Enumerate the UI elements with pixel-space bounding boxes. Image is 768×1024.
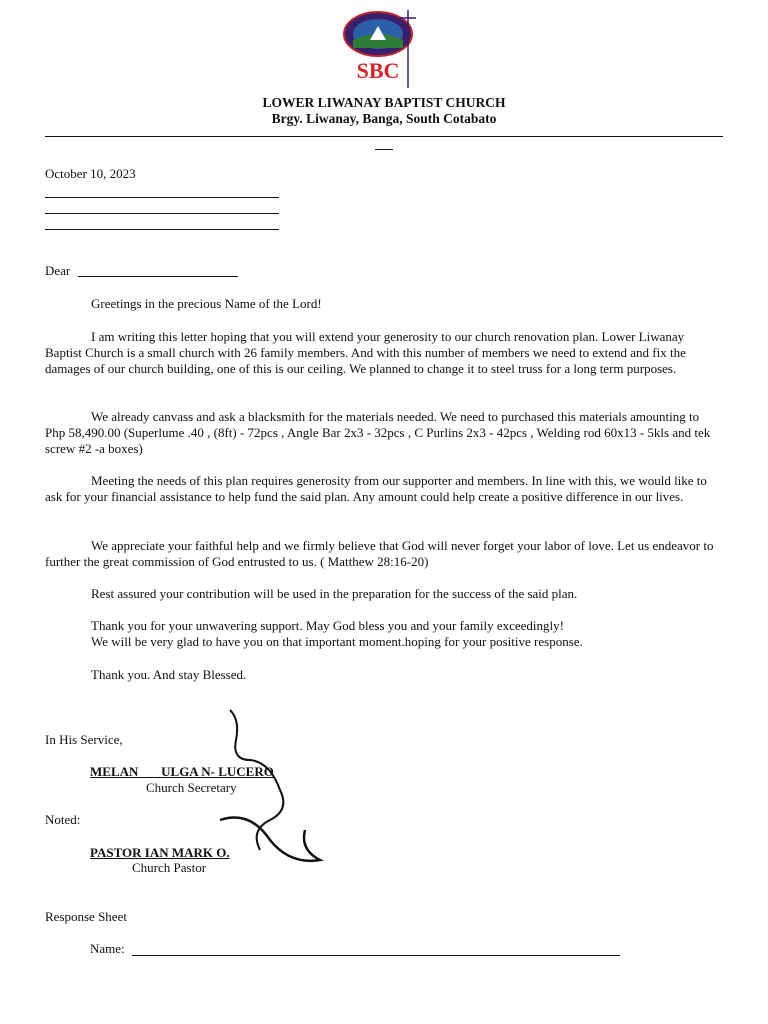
name-field-line[interactable] [132,955,620,956]
church-name: LOWER LIWANAY BAPTIST CHURCH [262,95,506,110]
thanks-line: We will be very glad to have you on that important moment.hoping for your positive response. [91,634,583,649]
body-paragraph: We appreciate your faithful help and we firmly believe that God will never forget your labor of love. Let us endeavor to further the great commission of God entrusted to us. ( Matthew 28:16-20) [45,538,714,569]
pastor-title: Church Pastor [132,860,207,875]
recipient-line [45,213,279,214]
pastor-name: PASTOR IAN MARK O. [90,845,230,860]
in-his-service: In His Service, [45,732,123,747]
salutation-text: Dear [45,263,71,278]
greeting: Greetings in the precious Name of the Lord! [91,296,322,311]
name-label: Name: [90,941,125,956]
logo-text: SBC [356,58,400,83]
salutation [45,263,70,279]
letter-date: October 10, 2023 [45,166,136,181]
recipient-line [45,229,279,230]
body-paragraph: Meeting the needs of this plan requires generosity from our supporter and members. In line with this, we would like to ask for your financial assistance to help fund the said plan. Any amount could help create a positive difference in our lives. [45,473,707,504]
thanks-line: Thank you for your unwavering support. May God bless you and your family exceedingly! [91,618,564,633]
body-paragraph: We already canvass and ask a blacksmith for the materials needed. We need to purchased this materials amounting to Php 58,490.00 (Superlume .40 , (8ft) - 72pcs , Angle Bar 2x3 - 32pcs , C Purlins 2x3 - 42pcs , Welding rod 60x13 - 5kls and tek screw #2 -a boxes) [45,409,711,456]
church-address: Brgy. Liwanay, Banga, South Cotabato [271,111,497,126]
recipient-line [45,197,279,198]
header-divider-tail [375,149,393,150]
response-sheet-title: Response Sheet [45,909,127,924]
header-divider [45,136,723,137]
salutation-blank [78,276,238,277]
secretary-title: Church Secretary [146,780,237,795]
body-paragraph: Rest assured your contribution will be used in the preparation for the success of the said plan. [91,586,578,601]
secretary-name: MELAN ULGA N- LUCERO [90,764,274,779]
noted-label: Noted: [45,812,81,827]
body-paragraph: I am writing this letter hoping that you will extend your generosity to our church renovation plan. Lower Liwanay Baptist Church is a small church with 26 family members. And with this number of members we need to extend and fix the damages of our church building, one of this is our ceiling. We planned to change it to steel truss for a long term purposes. [45,329,686,376]
church-logo [336,8,426,94]
closing-thanks: Thank you. And stay Blessed. [91,667,247,682]
